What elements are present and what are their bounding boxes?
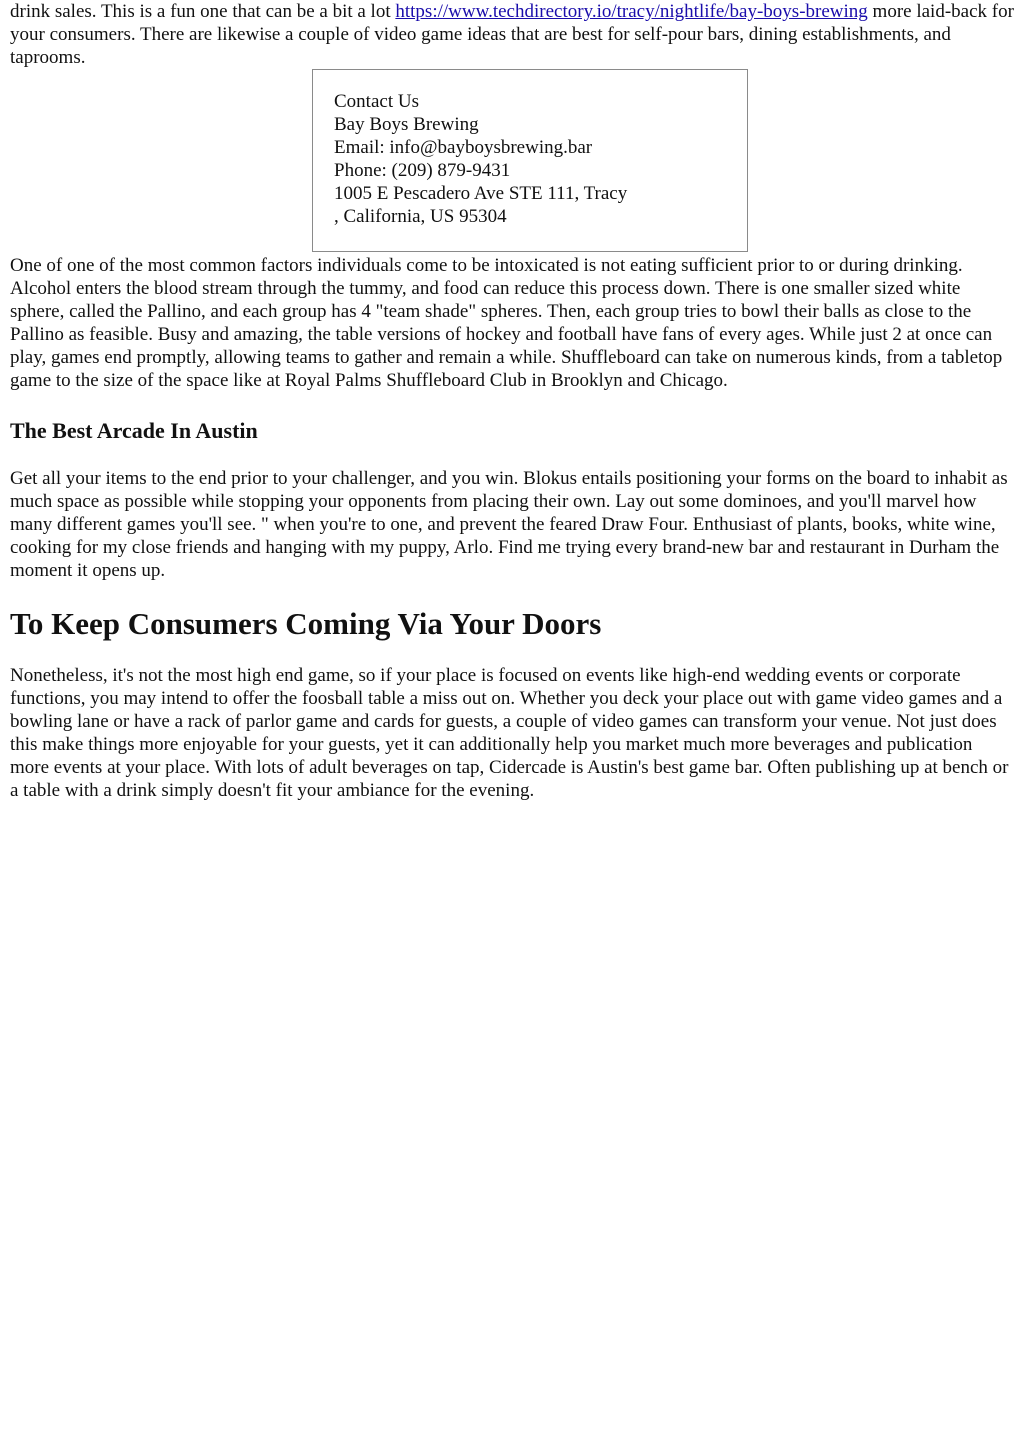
section-heading-keep-consumers: To Keep Consumers Coming Via Your Doors bbox=[10, 606, 602, 641]
body-paragraph-1: One of one of the most common factors individuals come to be intoxicated is not eating sufficient prior to or during drinking. Alcohol enters the blood stream through the tummy, and food can reduce this process down. There is one smaller sized white sphere, called the Pallino, and each group has 4 "team shade" spheres. Then, each group tries to bowl their balls as close to the Pallino as feasible. Busy and amazing, the table versions of hockey and football have fans of every ages. While just 2 at once can play, games end promptly, allowing teams to gather and remain a while. Shuffleboard can take on numerous kinds, from a tabletop game to the size of the space like at Royal Palms Shuffleboard Club in Brooklyn and Chicago. bbox=[10, 255, 1003, 391]
contact-heading: Contact Us bbox=[334, 91, 419, 112]
section-heading-best-arcade: The Best Arcade In Austin bbox=[10, 418, 258, 443]
intro-text-after-link: more laid-back for your consumers. There are likewise a couple of video game ideas that are best for self-pour bars, dining establishments, and taprooms. bbox=[10, 1, 1014, 68]
contact-phone: Phone: (209) 879-9431 bbox=[334, 160, 511, 181]
tech-directory-link[interactable]: https://www.techdirectory.io/tracy/nightlife/bay-boys-brewing bbox=[395, 1, 868, 22]
contact-address-line-2: , California, US 95304 bbox=[334, 206, 507, 227]
body-paragraph-2: Get all your items to the end prior to your challenger, and you win. Blokus entails positioning your forms on the board to inhabit as much space as possible while stopping your opponents from placing their own. Lay out some dominoes, and you'll marvel how many different games you'll see. " when you're to one, and prevent the feared Draw Four. Enthusiast of plants, books, white wine, cooking for my close friends and hanging with my puppy, Arlo. Find me trying every brand-new bar and restaurant in Durham the moment it opens up. bbox=[10, 468, 1008, 581]
contact-business-name: Bay Boys Brewing bbox=[334, 114, 479, 135]
intro-text-before-link: drink sales. This is a fun one that can be a bit a lot bbox=[10, 1, 396, 22]
contact-box bbox=[312, 69, 748, 252]
intro-paragraph bbox=[10, 0, 1014, 69]
contact-section bbox=[10, 69, 1014, 252]
body-paragraph-3: Nonetheless, it's not the most high end game, so if your place is focused on events like high-end wedding events or corporate functions, you may intend to offer the foosball table a miss out on. Whether you deck your place out with game video games and a bowling lane or have a rack of parlor game and cards for guests, a couple of video games can transform your venue. Not just does this make things more enjoyable for your guests, yet it can additionally help you market much more beverages and publication more events at your place. With lots of adult beverages on tap, Cidercade is Austin's best game bar. Often publishing up at bench or a table with a drink simply doesn't fit your ambiance for the evening. bbox=[10, 665, 1009, 801]
contact-address-line-1: 1005 E Pescadero Ave STE 111, Tracy bbox=[334, 183, 628, 204]
contact-email: Email: info@bayboysbrewing.bar bbox=[334, 137, 593, 158]
